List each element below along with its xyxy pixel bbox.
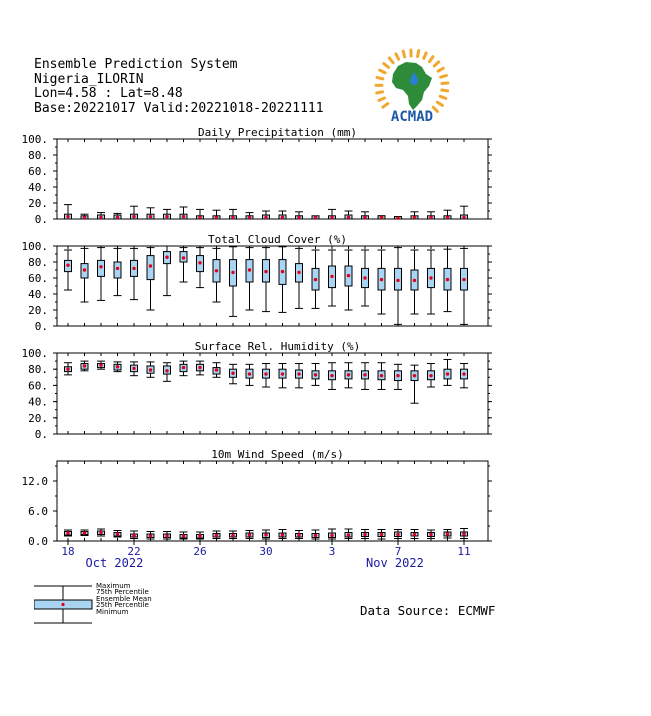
y-tick-label: 0. [34,428,48,441]
y-tick-label: 60. [28,272,48,285]
mean-marker [248,268,251,271]
mean-marker [264,533,267,536]
mean-marker [297,533,300,536]
mean-marker [297,216,300,219]
mean-marker [396,217,399,220]
mean-marker [281,270,284,273]
mean-marker [347,533,350,536]
mean-marker [330,275,333,278]
x-month-label: Nov 2022 [366,556,424,570]
y-tick-label: 80. [28,363,48,377]
y-tick-label: 80. [28,256,48,269]
mean-marker [248,533,251,536]
mean-marker [149,264,152,267]
mean-marker [297,271,300,274]
mean-marker [446,216,449,219]
y-tick-label: 100. [21,133,48,146]
mean-marker [132,267,135,270]
mean-marker [66,531,69,534]
data-source: Data Source: ECMWF [360,603,496,618]
mean-marker [281,372,284,375]
y-tick-label: 60. [28,379,48,393]
y-tick-label: 60. [28,165,48,178]
mean-marker [281,216,284,219]
legend-boxplot-key [34,584,104,626]
mean-marker [83,364,86,367]
y-tick-label: 12.0 [21,475,48,488]
panel-title: 10m Wind Speed (m/s) [211,448,344,461]
panel-frame [57,461,488,541]
y-tick-label: 6.0 [28,505,48,518]
mean-marker [132,215,135,218]
mean-marker [462,278,465,281]
mean-marker [66,264,69,267]
mean-marker [66,215,69,218]
x-month-label: Oct 2022 [85,556,144,570]
mean-marker [363,533,366,536]
mean-marker [264,216,267,219]
mean-marker [182,534,185,537]
header-station: Nigeria_ILORIN [34,71,144,87]
mean-marker [231,216,234,219]
mean-marker [99,265,102,268]
mean-marker [165,256,168,259]
y-tick-label: 40. [28,288,48,301]
legend-min-label: Minimum [96,607,129,616]
header-title: Ensemble Prediction System [34,57,238,72]
x-tick-label: 26 [193,545,207,558]
x-tick-label: 30 [259,545,273,558]
y-tick-label: 80. [28,149,48,162]
mean-marker [264,270,267,273]
mean-marker [462,216,465,219]
mean-marker [215,368,218,371]
mean-marker [380,533,383,536]
mean-marker [380,374,383,377]
x-tick-label: 7 [394,545,402,558]
mean-marker [83,531,86,534]
mean-marker [314,216,317,219]
mean-marker [83,268,86,271]
panel-frame [57,139,488,219]
x-tick-label: 22 [127,545,141,558]
legend-mean-label: Ensemble Mean [96,594,152,603]
mean-marker [429,216,432,219]
mean-marker [330,216,333,219]
mean-marker [363,276,366,279]
mean-marker [198,366,201,369]
mean-marker [446,372,449,375]
panel-title: Total Cloud Cover (%) [207,233,348,246]
header-base: Base:20221017 Valid:20221018-20221111 [34,100,324,116]
mean-marker [165,534,168,537]
mean-marker [99,531,102,534]
legend-p75-label: 75th Percentile [96,588,149,597]
mean-marker [396,533,399,536]
mean-marker [281,533,284,536]
x-tick-label: 18 [61,545,75,558]
y-tick-label: 20. [28,411,48,425]
mean-marker [248,372,251,375]
legend-p25-label: 25th Percentile [96,601,149,610]
header-coords: Lon=4.58 : Lat=8.48 [34,86,183,101]
mean-marker [215,216,218,219]
mean-marker [396,374,399,377]
mean-marker [248,216,251,219]
mean-marker [132,534,135,537]
mean-marker [116,532,119,535]
mean-marker [380,278,383,281]
panel-title: Daily Precipitation (mm) [198,126,357,139]
logo-text: ACMAD [390,109,434,124]
y-tick-label: 0. [34,320,48,333]
mean-marker [380,216,383,219]
mean-marker [132,367,135,370]
mean-marker [347,373,350,376]
panel-title: Surface Rel. Humidity (%) [194,340,361,353]
mean-marker [116,267,119,270]
x-tick-label: 11 [457,545,471,558]
mean-marker [429,276,432,279]
mean-marker [347,274,350,277]
legend-max-label: Maximum [96,582,131,590]
mean-marker [231,372,234,375]
mean-marker [413,533,416,536]
mean-marker [66,368,69,371]
mean-marker [314,278,317,281]
mean-marker [314,373,317,376]
mean-marker [149,368,152,371]
mean-marker [198,261,201,264]
mean-marker [429,533,432,536]
mean-marker [363,373,366,376]
mean-marker [215,269,218,272]
mean-marker [462,532,465,535]
mean-marker [297,372,300,375]
mean-marker [314,534,317,537]
mean-marker [116,365,119,368]
mean-marker [347,216,350,219]
mean-marker [99,216,102,219]
mean-marker [413,279,416,282]
mean-marker [99,363,102,366]
mean-marker [165,369,168,372]
y-tick-label: 100. [21,347,48,360]
panel-frame [57,353,488,434]
mean-marker [330,374,333,377]
y-tick-label: 20. [28,304,48,317]
mean-marker [462,372,465,375]
y-tick-label: 0.0 [28,535,48,548]
mean-marker [231,534,234,537]
y-tick-label: 100. [21,240,48,253]
mean-marker [215,534,218,537]
mean-marker [116,216,119,219]
mean-marker [363,216,366,219]
mean-marker [198,216,201,219]
legend-labels [96,583,152,615]
mean-marker [413,216,416,219]
mean-marker [429,374,432,377]
mean-marker [231,271,234,274]
y-tick-label: 0. [34,213,48,226]
mean-marker [182,215,185,218]
mean-marker [149,534,152,537]
mean-marker [396,279,399,282]
mean-marker [446,278,449,281]
y-tick-label: 20. [28,197,48,210]
mean-marker [83,216,86,219]
x-tick-label: 3 [328,545,336,558]
y-tick-label: 40. [28,181,48,194]
mean-marker [413,374,416,377]
mean-marker [264,372,267,375]
mean-marker [149,215,152,218]
mean-marker [446,532,449,535]
mean-marker [182,366,185,369]
y-tick-label: 40. [28,395,48,409]
mean-marker [330,534,333,537]
mean-marker [182,256,185,259]
mean-marker [165,215,168,218]
panel-frame [57,246,488,326]
mean-marker [198,534,201,537]
